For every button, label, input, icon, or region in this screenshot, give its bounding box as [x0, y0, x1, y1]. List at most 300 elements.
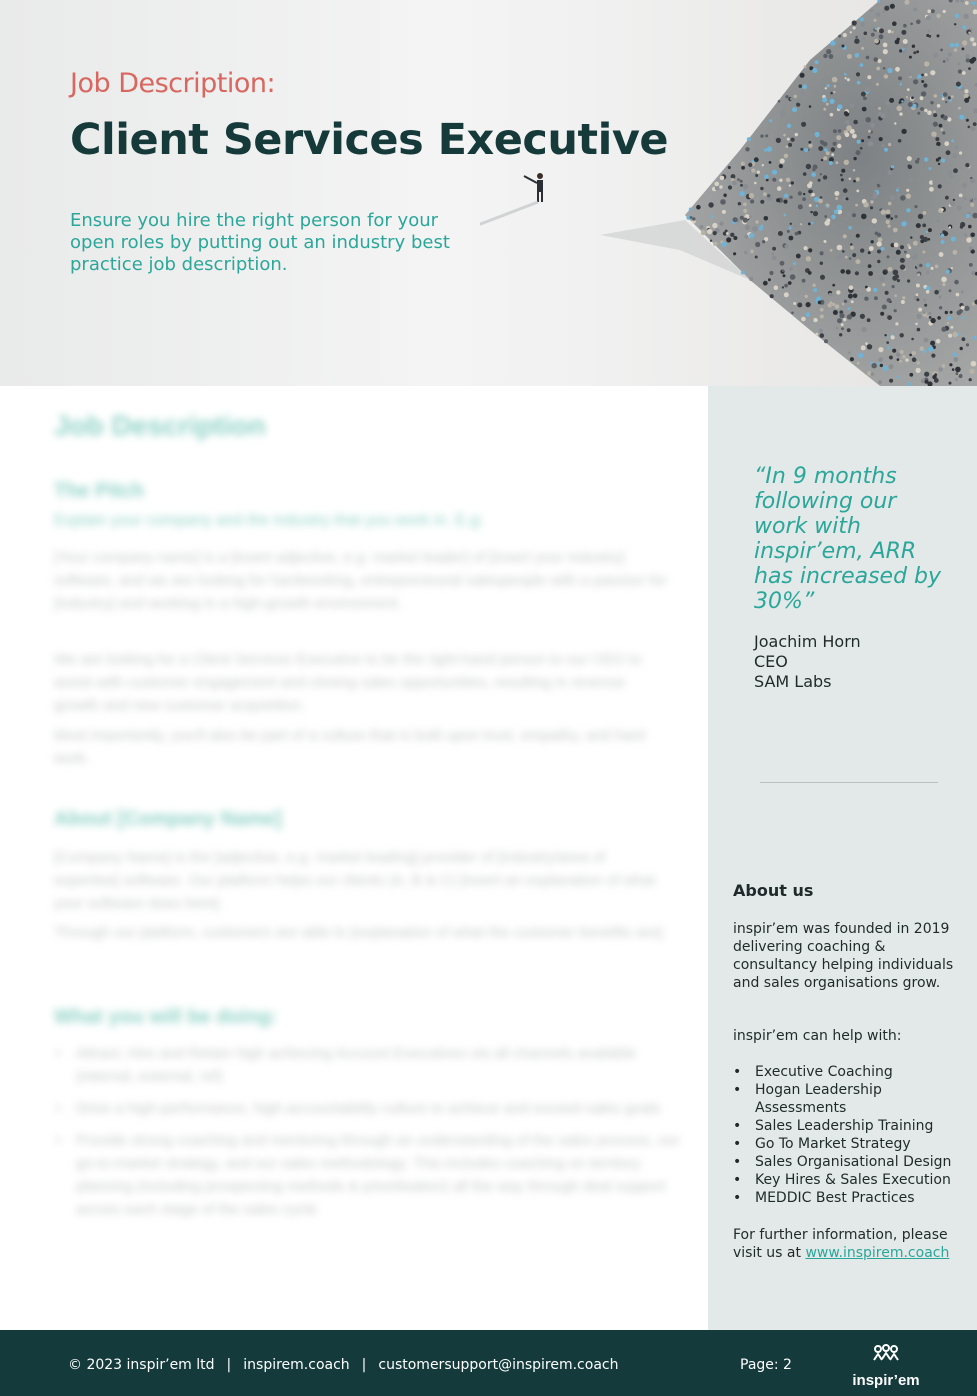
crowd-person: [930, 318, 935, 323]
crowd-person: [900, 258, 905, 263]
crowd-person: [958, 107, 961, 110]
crowd-person: [893, 256, 895, 258]
crowd-person: [804, 65, 807, 68]
crowd-person: [829, 293, 832, 296]
crowd-person: [720, 199, 726, 205]
crowd-person: [925, 380, 929, 384]
crowd-person: [907, 279, 910, 282]
crowd-person: [880, 364, 883, 367]
crowd-person: [917, 112, 920, 115]
crowd-person: [861, 47, 864, 50]
crowd-person: [956, 82, 961, 87]
crowd-person: [970, 126, 975, 131]
crowd-person: [745, 147, 749, 151]
crowd-person: [928, 228, 932, 232]
crowd-person: [888, 30, 892, 34]
crowd-person: [878, 107, 881, 110]
crowd-person: [848, 294, 853, 299]
crowd-person: [708, 202, 713, 207]
crowd-person: [926, 263, 930, 267]
crowd-person: [945, 58, 949, 62]
crowd-person: [770, 294, 774, 298]
crowd-person: [722, 210, 726, 214]
crowd-person: [836, 135, 841, 140]
crowd-person: [842, 250, 845, 253]
crowd-person: [952, 153, 957, 158]
crowd-person: [804, 246, 808, 250]
crowd-person: [906, 189, 909, 192]
services-list: [733, 1063, 973, 1207]
footer-email[interactable]: customersupport@inspirem.coach: [378, 1357, 619, 1373]
crowd-person: [774, 285, 779, 290]
crowd-person: [970, 203, 974, 207]
crowd-person: [941, 277, 947, 283]
crowd-person: [923, 299, 926, 302]
crowd-person: [762, 164, 764, 166]
crowd-person: [791, 138, 795, 142]
crowd-person: [730, 233, 734, 237]
crowd-person: [858, 353, 863, 358]
crowd-person: [948, 226, 951, 229]
crowd-person: [878, 357, 883, 362]
crowd-person: [810, 88, 814, 92]
crowd-person: [905, 0, 910, 5]
crowd-person: [929, 316, 932, 319]
crowd-person: [918, 214, 923, 219]
crowd-person: [923, 211, 927, 215]
crowd-person: [899, 360, 902, 363]
crowd-person: [926, 271, 929, 274]
crowd-person: [930, 107, 932, 109]
crowd-person: [772, 178, 776, 182]
crowd-person: [844, 218, 847, 221]
crowd-person: [791, 312, 794, 315]
crowd-person: [898, 76, 902, 80]
crowd-person: [847, 54, 852, 59]
crowd-person: [968, 225, 972, 229]
crowd-person: [798, 204, 803, 209]
crowd-person: [965, 54, 969, 58]
crowd-person: [811, 172, 816, 177]
crowd-person: [887, 255, 890, 258]
crowd-person: [970, 28, 973, 31]
crowd-person: [820, 314, 824, 318]
crowd-person: [913, 51, 916, 54]
crowd-person: [916, 50, 919, 53]
crowd-person: [831, 215, 836, 220]
crowd-person: [891, 31, 894, 34]
crowd-person: [942, 98, 945, 101]
crowd-person: [868, 271, 873, 276]
crowd-person: [867, 318, 871, 322]
crowd-person: [811, 222, 814, 225]
crowd-person: [894, 294, 897, 297]
crowd-person: [847, 78, 850, 81]
crowd-person: [918, 308, 922, 312]
crowd-person: [779, 179, 782, 182]
crowd-person: [835, 197, 838, 200]
crowd-person: [866, 117, 871, 122]
crowd-person: [754, 182, 757, 185]
about-company-title: About [Company Name]: [54, 808, 282, 830]
crowd-person: [782, 167, 786, 171]
crowd-person: [935, 146, 940, 151]
crowd-person: [912, 357, 917, 362]
crowd-person: [763, 281, 768, 286]
crowd-person: [885, 81, 888, 84]
crowd-person: [929, 187, 934, 192]
crowd-person: [810, 190, 813, 193]
crowd-person: [819, 329, 823, 333]
crowd-person: [896, 250, 901, 255]
crowd-person: [876, 77, 882, 83]
footer-separator: |: [361, 1357, 367, 1373]
crowd-person: [810, 133, 813, 136]
crowd-person: [789, 227, 792, 230]
crowd-person: [962, 71, 966, 75]
crowd-person: [765, 134, 768, 137]
crowd-person: [941, 327, 946, 332]
crowd-person: [955, 367, 961, 373]
sidebar: [708, 386, 977, 1330]
crowd-person: [796, 254, 801, 259]
crowd-person: [909, 373, 913, 377]
crowd-person: [877, 362, 880, 365]
crowd-person: [763, 192, 767, 196]
crowd-person: [868, 264, 872, 268]
list-item: • Drive a high-performance, high-accountability culture to achieve and exceed sales goals: [54, 1097, 684, 1120]
crowd-person: [899, 49, 902, 52]
crowd-person: [963, 14, 968, 19]
crowd-person: [870, 206, 873, 209]
crowd-person: [965, 163, 969, 167]
crowd-person: [889, 98, 894, 103]
crowd-person: [885, 210, 890, 215]
crowd-person: [950, 43, 955, 48]
crowd-person: [941, 128, 944, 131]
pitch-subtitle: Explain your company and the industry that you work in. E.g:: [54, 512, 484, 529]
crowd-person: [838, 35, 841, 38]
crowd-person: [877, 184, 879, 186]
crowd-person: [837, 255, 842, 260]
crowd-person: [833, 129, 837, 133]
crowd-person: [768, 278, 771, 281]
crowd-person: [847, 328, 851, 332]
crowd-person: [715, 186, 719, 190]
crowd-person: [830, 249, 833, 252]
crowd-person: [929, 167, 932, 170]
crowd-person: [950, 311, 953, 314]
crowd-person: [884, 74, 888, 78]
crowd-person: [843, 234, 847, 238]
crowd-person: [869, 227, 873, 231]
crowd-person: [881, 210, 886, 215]
crowd-person: [887, 68, 892, 73]
crowd-person: [885, 291, 889, 295]
crowd-person: [924, 372, 929, 377]
crowd-person: [942, 364, 946, 368]
crowd-person: [784, 284, 788, 288]
crowd-person: [826, 103, 829, 106]
crowd-person: [806, 256, 811, 261]
crowd-person: [933, 122, 938, 127]
crowd-person: [945, 311, 948, 314]
crowd-person: [935, 265, 939, 269]
crowd-person: [965, 1, 969, 5]
crowd-person: [788, 143, 792, 147]
crowd-person: [760, 134, 763, 137]
website-link[interactable]: www.inspirem.coach: [805, 1245, 950, 1261]
crowd-person: [818, 301, 822, 305]
crowd-person: [953, 250, 958, 255]
crowd-person: [841, 169, 845, 173]
crowd-person: [928, 30, 930, 32]
crowd-person: [931, 267, 934, 270]
crowd-person: [839, 333, 842, 336]
crowd-person: [813, 318, 817, 322]
crowd-person: [900, 245, 904, 249]
crowd-person: [889, 356, 893, 360]
crowd-person: [941, 208, 944, 211]
crowd-person: [966, 214, 970, 218]
crowd-person: [793, 302, 796, 305]
crowd-person: [962, 48, 965, 51]
crowd-person: [844, 111, 848, 115]
crowd-person: [880, 113, 885, 118]
crowd-person: [769, 119, 772, 122]
crowd-person: [845, 77, 847, 79]
crowd-person: [860, 248, 864, 252]
crowd-person: [897, 38, 900, 41]
crowd-person: [865, 286, 868, 289]
crowd-person: [843, 33, 847, 37]
crowd-person: [806, 302, 811, 307]
crowd-person: [870, 123, 875, 128]
crowd-person: [949, 289, 952, 292]
crowd-person: [808, 271, 812, 275]
crowd-person: [868, 141, 873, 146]
crowd-person: [803, 172, 807, 176]
crowd-person: [733, 217, 738, 222]
crowd-person: [864, 32, 868, 36]
crowd-person: [919, 208, 923, 212]
crowd-person: [825, 87, 827, 89]
crowd-person: [805, 111, 809, 115]
crowd-person: [903, 39, 908, 44]
crowd-person: [911, 338, 914, 341]
crowd-person: [828, 303, 832, 307]
about-company-paragraph-1: [Company Name] is the [adjective, e.g. market leading] provider of [industry/area of expertise] software. Our platform helps our clients (A, B & C) [insert an explanation of what your software does here].: [54, 849, 656, 912]
crowd-person: [847, 314, 852, 319]
crowd-person: [842, 303, 845, 306]
crowd-person: [974, 198, 977, 201]
crowd-person: [837, 104, 842, 109]
crowd-person: [854, 39, 859, 44]
pitch-paragraph-2: We are looking for a Client Services Executive to be the right-hand person to our CEO to assist with customer engagement and closing sales opportunities, resulting in revenue growth and new customer acquisition.: [54, 651, 642, 714]
crowd-person: [917, 314, 922, 319]
crowd-person: [956, 372, 959, 375]
crowd-person: [921, 80, 924, 83]
crowd-person: [798, 99, 802, 103]
crowd-person: [866, 56, 870, 60]
crowd-person: [931, 132, 936, 137]
crowd-person: [767, 147, 772, 152]
crowd-person: [733, 236, 737, 240]
crowd-person: [884, 6, 889, 11]
crowd-person: [939, 252, 944, 257]
crowd-person: [886, 214, 891, 219]
crowd-person: [861, 214, 867, 220]
crowd-person: [752, 226, 758, 232]
crowd-person: [769, 161, 772, 164]
crowd-person: [826, 219, 830, 223]
crowd-person: [802, 279, 806, 283]
crowd-person: [882, 305, 887, 310]
crowd-person: [860, 63, 864, 67]
crowd-person: [737, 178, 740, 181]
crowd-person: [701, 230, 706, 235]
crowd-person: [848, 226, 852, 230]
crowd-person: [886, 220, 890, 224]
logo-text: inspir’em: [852, 1372, 920, 1389]
crowd-person: [795, 133, 798, 136]
crowd-person: [808, 141, 811, 144]
crowd-person: [955, 14, 959, 18]
crowd-person: [928, 346, 934, 352]
pitch-paragraph-3: Most importantly, you'll also be part of a culture that is built upon trust, empathy, and hard work.: [54, 727, 645, 767]
crowd-person: [910, 23, 913, 26]
crowd-person: [855, 271, 859, 275]
crowd-person: [856, 72, 860, 76]
crowd-person: [815, 132, 820, 137]
crowd-person: [779, 164, 783, 168]
crowd-person: [883, 10, 886, 13]
crowd-person: [800, 73, 805, 78]
crowd-person: [855, 259, 860, 264]
crowd-person: [953, 168, 958, 173]
crowd-person: [924, 338, 929, 343]
crowd-person: [920, 107, 924, 111]
crowd-person: [883, 49, 888, 54]
crowd-person: [897, 193, 901, 197]
crowd-person: [867, 344, 872, 349]
crowd-person: [827, 84, 830, 87]
crowd-person: [712, 223, 717, 228]
crowd-person: [823, 142, 828, 147]
crowd-person: [780, 158, 785, 163]
crowd-person: [897, 82, 900, 85]
crowd-person: [689, 208, 692, 211]
crowd-person: [800, 91, 803, 94]
crowd-person: [787, 138, 790, 141]
crowd-person: [908, 102, 913, 107]
crowd-person: [958, 63, 961, 66]
crowd-person: [899, 112, 902, 115]
crowd-person: [839, 313, 844, 318]
crowd-person: [889, 364, 894, 369]
crowd-person: [938, 367, 942, 371]
crowd-person: [887, 170, 892, 175]
crowd-person: [969, 369, 974, 374]
crowd-person: [856, 190, 859, 193]
crowd-person: [938, 163, 940, 165]
crowd-person: [846, 125, 852, 131]
crowd-person: [899, 101, 902, 104]
crowd-person: [933, 110, 936, 113]
crowd-person: [830, 40, 835, 45]
crowd-person: [852, 20, 857, 25]
crowd-person: [859, 254, 862, 257]
crowd-person: [861, 92, 866, 97]
crowd-person: [782, 286, 784, 288]
crowd-person: [897, 187, 900, 190]
crowd-person: [855, 53, 860, 58]
footer-website[interactable]: inspirem.coach: [243, 1357, 350, 1373]
crowd-person: [874, 191, 877, 194]
crowd-person: [930, 70, 935, 75]
crowd-person: [846, 197, 849, 200]
crowd-person: [853, 169, 856, 172]
crowd-person: [894, 309, 897, 312]
crowd-person: [832, 77, 838, 83]
crowd-person: [852, 253, 856, 257]
crowd-person: [920, 96, 924, 100]
crowd-person: [783, 200, 787, 204]
crowd-person: [909, 178, 913, 182]
crowd-person: [797, 303, 802, 308]
crowd-person: [913, 79, 918, 84]
crowd-person: [844, 160, 849, 165]
crowd-person: [844, 73, 847, 76]
crowd-person: [826, 151, 830, 155]
responsibilities-title: What you will be doing:: [54, 1006, 278, 1028]
crowd-person: [741, 271, 745, 275]
crowd-person: [952, 368, 955, 371]
crowd-person: [940, 49, 943, 52]
crowd-person: [784, 214, 787, 217]
crowd-person: [877, 250, 881, 254]
crowd-person: [964, 197, 967, 200]
crowd-person: [836, 161, 839, 164]
crowd-person: [723, 194, 726, 197]
crowd-person: [801, 122, 806, 127]
crowd-person: [874, 39, 879, 44]
crowd-person: [897, 376, 900, 379]
crowd-person: [954, 280, 959, 285]
crowd-person: [820, 251, 824, 255]
crowd-person: [790, 274, 796, 280]
crowd-person: [740, 216, 744, 220]
crowd-person: [841, 327, 844, 330]
crowd-person: [868, 130, 871, 133]
crowd-person: [789, 267, 793, 271]
crowd-person: [916, 368, 921, 373]
crowd-person: [835, 304, 840, 309]
crowd-person: [802, 197, 806, 201]
crowd-person: [906, 208, 910, 212]
crowd-person: [857, 362, 860, 365]
crowd-person: [913, 241, 918, 246]
crowd-person: [809, 181, 812, 184]
crowd-person: [972, 42, 976, 46]
crowd-person: [865, 87, 870, 92]
crowd-person: [824, 240, 827, 243]
crowd-person: [951, 95, 954, 98]
crowd-person: [935, 137, 939, 141]
crowd-person: [934, 378, 939, 383]
crowd-person: [808, 144, 812, 148]
crowd-person: [856, 177, 860, 181]
